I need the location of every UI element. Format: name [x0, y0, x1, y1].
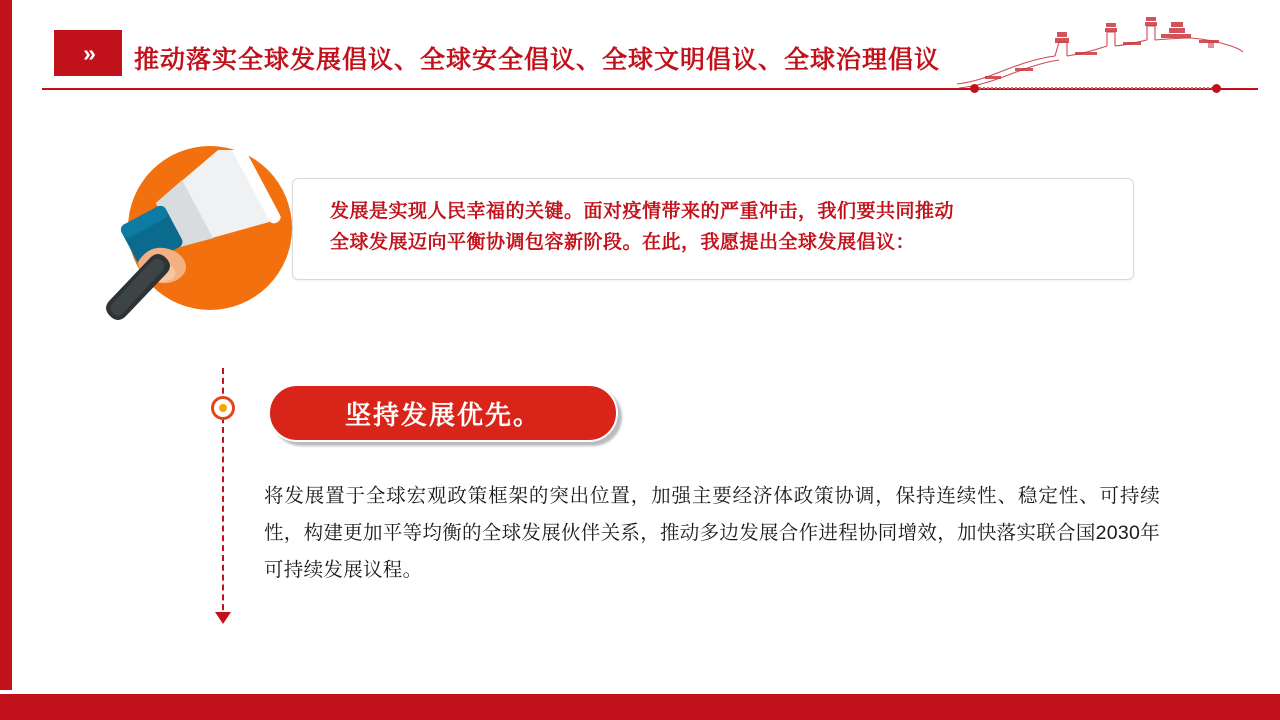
megaphone-icon [80, 150, 310, 335]
quote-line-2: 全球发展迈向平衡协调包容新阶段。在此，我愿提出全球发展倡议： [330, 232, 916, 253]
footer-bar [0, 694, 1280, 720]
section-body-text: 将发展置于全球宏观政策框架的突出位置，加强主要经济体政策协调，保持连续性、稳定性、可持续性，构建更加平等均衡的全球发展伙伴关系，推动多边发展合作进程协同增效，加快落实联合国2030年可持续发展议程。 [264, 485, 1160, 581]
section-pill-label: 坚持发展优先。 [344, 399, 541, 430]
timeline-node-icon [211, 396, 235, 420]
section-pill [268, 384, 618, 442]
double-chevron-right-icon: » [83, 39, 93, 66]
quote-text [330, 196, 1130, 258]
header-badge [54, 30, 122, 76]
great-wall-illustration [955, 12, 1245, 92]
page-title: 推动落实全球发展倡议、全球安全倡议、全球文明倡议、全球治理倡议 [134, 46, 941, 74]
down-arrow-icon [215, 612, 231, 624]
quote-line-1: 发展是实现人民幸福的关键。面对疫情带来的严重冲击，我们要共同推动 [330, 201, 955, 222]
left-accent-bar [0, 0, 12, 720]
